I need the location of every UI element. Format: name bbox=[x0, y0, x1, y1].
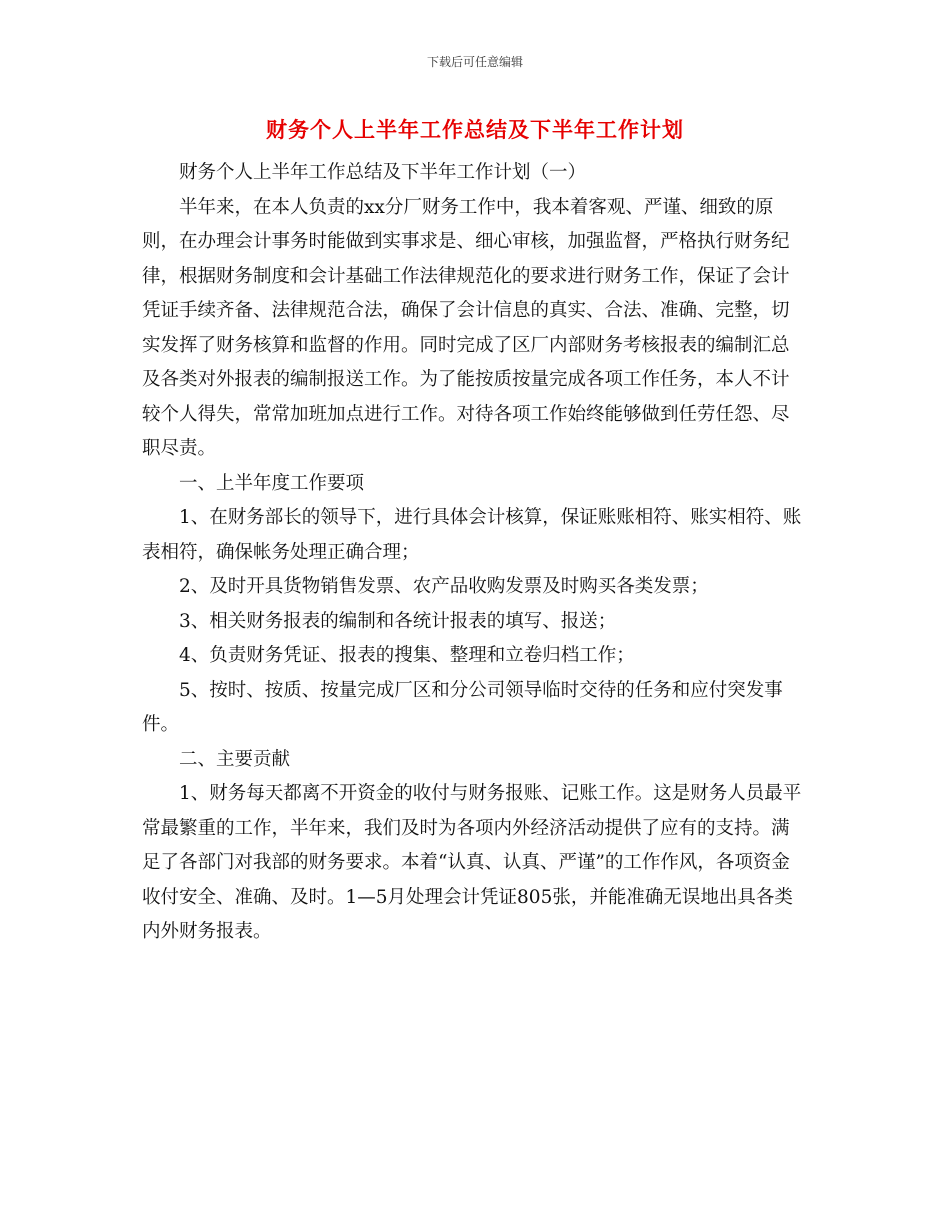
list-item-4: 4、负责财务凭证、报表的搜集、整理和立卷归档工作； bbox=[179, 645, 635, 666]
header-note: 下载后可任意编辑 bbox=[426, 55, 523, 69]
list-item-1: 1、在财务部长的领导下，进行具体会计核算，保证账账相符、账实相符、账表相符，确保帐务处理正确合理； bbox=[142, 507, 802, 563]
intro-paragraph: 半年来，在本人负责的xx分厂财务工作中，我本着客观、严谨、细致的原则，在办理会计事务时能做到实事求是、细心审核，加强监督，严格执行财务纪律，根据财务制度和会计基础工作法律规范化的要求进行财务工作，保证了会计凭证手续齐备、法律规范合法，确保了会计信息的真实、合法、准确、完整，切实发挥了财务核算和监督的作用。同时完成了区厂内部财务考核报表的编制汇总及各类对外报表的编制报送工作。为了能按质按量完成各项工作任务，本人不计较个人得失，常常加班加点进行工作。对待各项工作始终能够做到任劳任怨、尽职尽责。 bbox=[142, 196, 790, 459]
list-item-5: 5、按时、按质、按量完成厂区和分公司领导临时交待的任务和应付突发事件。 bbox=[142, 679, 783, 735]
list-item-2: 2、及时开具货物销售发票、农产品收购发票及时购买各类发票； bbox=[179, 576, 709, 597]
subtitle-paragraph: 财务个人上半年工作总结及下半年工作计划（一） bbox=[179, 162, 587, 183]
section-heading-2: 二、主要贡献 bbox=[179, 748, 291, 770]
section-heading-1: 一、上半年度工作要项 bbox=[179, 472, 365, 494]
document-body bbox=[142, 156, 806, 950]
contribution-paragraph-1: 1、财务每天都离不开资金的收付与财务报账、记账工作。这是财务人员最平常最繁重的工作，半年来，我们及时为各项内外经济活动提供了应有的支持。满足了各部门对我部的财务要求。本着“认真、认真、严谨”的工作作风，各项资金收付安全、准确、及时。1—5月处理会计凭证805张，并能准确无误地出具各类内外财务报表。 bbox=[142, 783, 802, 942]
document-title: 财务个人上半年工作总结及下半年工作计划 bbox=[266, 118, 684, 142]
list-item-3: 3、相关财务报表的编制和各统计报表的填写、报送； bbox=[179, 610, 617, 632]
